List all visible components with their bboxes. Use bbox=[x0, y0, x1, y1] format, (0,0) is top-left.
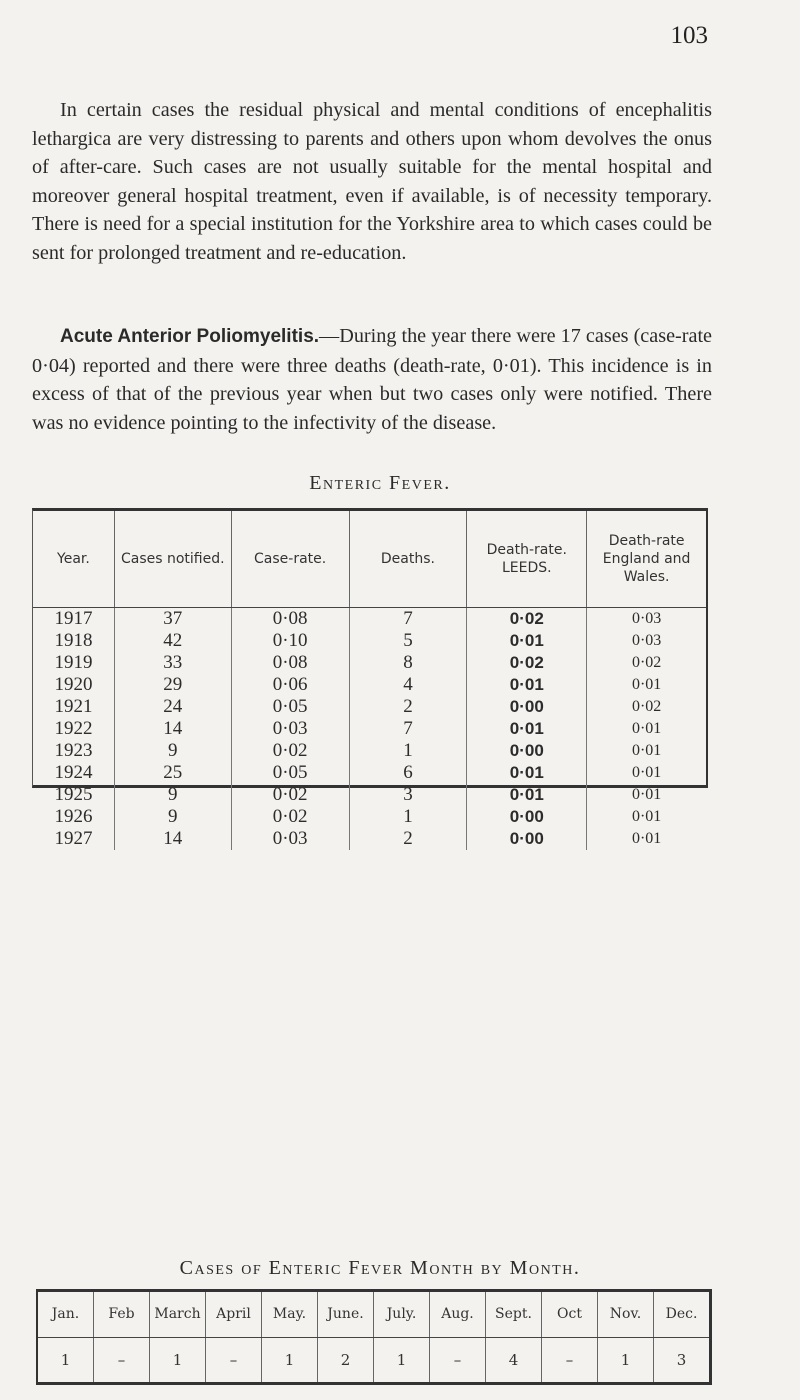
month-header: Dec. bbox=[665, 1306, 698, 1323]
month-value: 1 bbox=[374, 1338, 430, 1383]
cell-year: 1919 bbox=[33, 652, 115, 674]
cell-death-rate-leeds: 0·00 bbox=[467, 740, 587, 762]
cell-case-rate: 0·05 bbox=[232, 696, 350, 718]
cell-cases-notified: 37 bbox=[115, 608, 232, 630]
header-year: Year. bbox=[33, 511, 115, 607]
cell-death-rate-england-wales: 0·01 bbox=[631, 808, 662, 825]
cell-cases-notified: 9 bbox=[115, 784, 232, 806]
cell-cases-notified: 14 bbox=[115, 718, 232, 740]
header-cases-notified: Cases notified. bbox=[115, 511, 232, 607]
poliomyelitis-heading: Acute Anterior Poliomyelitis. bbox=[60, 326, 320, 347]
cell-year: 1922 bbox=[33, 718, 115, 740]
cell-year: 1926 bbox=[33, 806, 115, 828]
cell-deaths: 5 bbox=[350, 630, 468, 652]
paragraph-poliomyelitis bbox=[32, 322, 712, 437]
table-row bbox=[33, 630, 706, 652]
cell-death-rate-england-wales: 0·03 bbox=[631, 632, 662, 649]
month-value: – bbox=[542, 1338, 598, 1383]
cell-cases-notified: 42 bbox=[115, 630, 232, 652]
cell-death-rate-england-wales: 0·01 bbox=[631, 742, 662, 759]
month-values-row bbox=[38, 1338, 709, 1383]
poliomyelitis-body: —During the year there were 17 cases (case-rate 0·04) reported and there were three deaths (death-rate, 0·01). This incidence is in excess of that of the previous year when but two cases only were notified. There was no evidence pointing to the infectivity of the disease. bbox=[32, 325, 713, 434]
table-row bbox=[33, 762, 706, 784]
month-header: June. bbox=[318, 1292, 374, 1337]
cell-case-rate: 0·06 bbox=[232, 674, 350, 696]
cell-cases-notified: 29 bbox=[115, 674, 232, 696]
cell-death-rate-leeds: 0·01 bbox=[467, 762, 587, 784]
enteric-fever-table bbox=[32, 508, 708, 849]
month-value: – bbox=[94, 1338, 150, 1383]
cell-death-rate-leeds: 0·02 bbox=[467, 652, 587, 674]
cell-year: 1918 bbox=[33, 630, 115, 652]
cell-case-rate: 0·10 bbox=[232, 630, 350, 652]
month-header: March bbox=[150, 1292, 206, 1337]
table-row bbox=[33, 828, 706, 850]
cell-death-rate-england-wales: 0·01 bbox=[631, 676, 662, 693]
cell-year: 1923 bbox=[33, 740, 115, 762]
enteric-table-header bbox=[33, 511, 706, 608]
cell-deaths: 1 bbox=[350, 806, 468, 828]
month-header: Feb bbox=[94, 1292, 150, 1337]
cell-deaths: 6 bbox=[350, 762, 468, 784]
table-row bbox=[33, 718, 706, 740]
month-header-row bbox=[38, 1292, 709, 1338]
month-value: 1 bbox=[38, 1338, 94, 1383]
cell-deaths: 1 bbox=[350, 740, 468, 762]
cell-case-rate: 0·02 bbox=[232, 740, 350, 762]
cell-case-rate: 0·05 bbox=[232, 762, 350, 784]
cell-death-rate-leeds: 0·01 bbox=[467, 718, 587, 740]
month-header: May. bbox=[262, 1292, 318, 1337]
table-row bbox=[33, 784, 706, 806]
cell-death-rate-leeds: 0·02 bbox=[467, 608, 587, 630]
cell-cases-notified: 9 bbox=[115, 806, 232, 828]
cell-deaths: 2 bbox=[350, 696, 468, 718]
cell-case-rate: 0·03 bbox=[232, 828, 350, 850]
cell-year: 1925 bbox=[33, 784, 115, 806]
month-header: April bbox=[206, 1292, 262, 1337]
month-value: 3 bbox=[676, 1350, 687, 1369]
table-row bbox=[33, 806, 706, 828]
cell-cases-notified: 14 bbox=[115, 828, 232, 850]
cell-deaths: 3 bbox=[350, 784, 468, 806]
cell-year: 1924 bbox=[33, 762, 115, 784]
header-death-rate-leeds: Death-rate. LEEDS. bbox=[467, 511, 587, 607]
cell-death-rate-england-wales: 0·02 bbox=[631, 698, 662, 715]
header-case-rate: Case-rate. bbox=[232, 511, 350, 607]
month-header: Oct bbox=[542, 1292, 598, 1337]
cell-deaths: 2 bbox=[350, 828, 468, 850]
cell-death-rate-leeds: 0·01 bbox=[467, 674, 587, 696]
month-header: Jan. bbox=[38, 1292, 94, 1337]
cell-death-rate-england-wales: 0·02 bbox=[631, 654, 662, 671]
cell-year: 1921 bbox=[33, 696, 115, 718]
monthly-cases-table bbox=[36, 1289, 712, 1385]
enteric-table-body bbox=[33, 608, 706, 849]
table-row bbox=[33, 608, 706, 630]
table-row bbox=[33, 740, 706, 762]
cell-deaths: 8 bbox=[350, 652, 468, 674]
cell-cases-notified: 33 bbox=[115, 652, 232, 674]
cell-death-rate-england-wales: 0·03 bbox=[631, 610, 662, 627]
month-value: – bbox=[430, 1338, 486, 1383]
cell-death-rate-england-wales: 0·01 bbox=[631, 764, 662, 781]
cell-deaths: 4 bbox=[350, 674, 468, 696]
month-value: – bbox=[206, 1338, 262, 1383]
cell-deaths: 7 bbox=[350, 608, 468, 630]
cell-case-rate: 0·02 bbox=[232, 806, 350, 828]
month-value: 4 bbox=[486, 1338, 542, 1383]
cell-year: 1917 bbox=[33, 608, 115, 630]
cell-death-rate-leeds: 0·00 bbox=[467, 696, 587, 718]
table-row bbox=[33, 696, 706, 718]
cell-case-rate: 0·08 bbox=[232, 608, 350, 630]
cell-death-rate-leeds: 0·01 bbox=[467, 784, 587, 806]
cell-cases-notified: 9 bbox=[115, 740, 232, 762]
cell-deaths: 7 bbox=[350, 718, 468, 740]
table-row bbox=[33, 652, 706, 674]
paragraph-encephalitis: In certain cases the residual physical and mental conditions of encephalitis lethargica are very distressing to parents and others upon whom devolves the onus of after-care. Such cases are not usually suitable for the mental hospital and moreover general hospital treatment, even if available, is of necessity temporary. There is need for a special institution for the Yorkshire area to which cases could be sent for prolonged treatment and re-education. bbox=[32, 99, 712, 264]
cell-death-rate-england-wales: 0·01 bbox=[631, 720, 662, 737]
month-header: Sept. bbox=[486, 1292, 542, 1337]
page-number: 103 bbox=[670, 22, 708, 49]
cell-death-rate-england-wales: 0·01 bbox=[631, 786, 662, 803]
cell-death-rate-leeds: 0·00 bbox=[467, 828, 587, 850]
month-value: 1 bbox=[262, 1338, 318, 1383]
table-row bbox=[33, 674, 706, 696]
cell-cases-notified: 24 bbox=[115, 696, 232, 718]
header-deaths: Deaths. bbox=[350, 511, 468, 607]
month-value: 1 bbox=[150, 1338, 206, 1383]
header-death-rate-england-wales: Death-rate England and Wales. bbox=[602, 533, 691, 585]
cell-year: 1927 bbox=[33, 828, 115, 850]
cell-death-rate-leeds: 0·01 bbox=[467, 630, 587, 652]
enteric-fever-title: Enteric Fever. bbox=[309, 472, 451, 494]
cell-cases-notified: 25 bbox=[115, 762, 232, 784]
cell-death-rate-leeds: 0·00 bbox=[467, 806, 587, 828]
month-value: 2 bbox=[318, 1338, 374, 1383]
cell-case-rate: 0·02 bbox=[232, 784, 350, 806]
cell-death-rate-england-wales: 0·01 bbox=[631, 830, 662, 847]
monthly-cases-title: Cases of Enteric Fever Month by Month. bbox=[179, 1257, 581, 1279]
month-header: July. bbox=[374, 1292, 430, 1337]
month-header: Nov. bbox=[598, 1292, 654, 1337]
month-header: Aug. bbox=[430, 1292, 486, 1337]
month-value: 1 bbox=[598, 1338, 654, 1383]
cell-case-rate: 0·03 bbox=[232, 718, 350, 740]
cell-case-rate: 0·08 bbox=[232, 652, 350, 674]
cell-year: 1920 bbox=[33, 674, 115, 696]
